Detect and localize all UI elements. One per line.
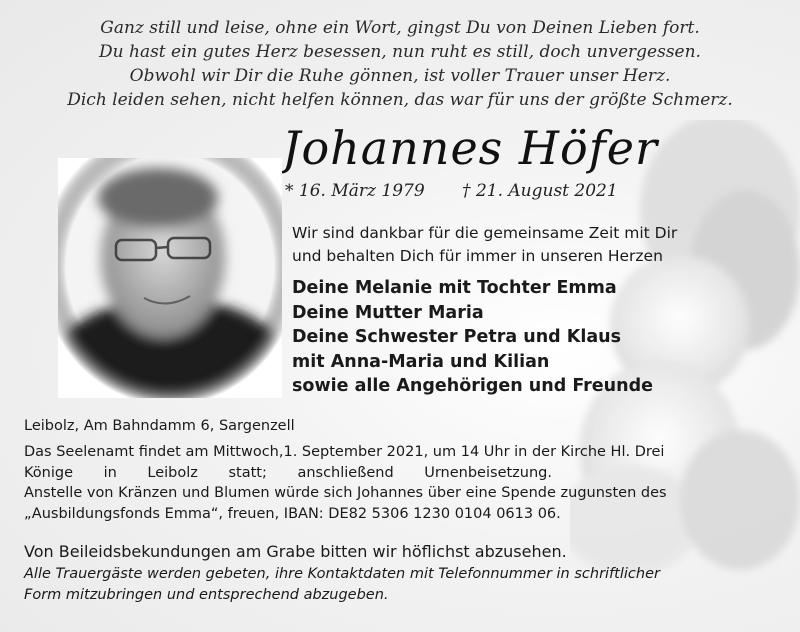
poem-line: Ganz still und leise, ohne ein Wort, gingst Du von Deinen Lieben fort. [100,18,700,38]
deceased-name: Johannes Höfer [282,121,658,175]
details-word: Könige [24,464,74,481]
notice-line: Form mitzubringen und entsprechend abzugeben. [24,587,389,603]
poem-line: Du hast ein gutes Herz besessen, nun ruht es still, doch unvergessen. [99,42,701,62]
mourner-line: Deine Melanie mit Tochter Emma [292,278,617,298]
service-details [24,442,776,524]
details-word: statt; [228,464,267,481]
details-word: Leibolz [147,464,198,481]
details-word: anschließend [297,464,394,481]
poem-line: Obwohl wir Dir die Ruhe gönnen, ist voller Trauer unser Herz. [129,66,671,86]
details-line: „Ausbildungsfonds Emma“, freuen, IBAN: DE82 5306 1230 0104 0613 06. [24,505,561,522]
birth-date: * 16. März 1979 [285,181,425,201]
poem-line: Dich leiden sehen, nicht helfen können, das war für uns der größte Schmerz. [67,90,733,110]
gratitude-line: und behalten Dich für immer in unseren Herzen [292,247,663,265]
life-dates [285,180,618,202]
gratitude-text [292,222,762,268]
details-line: Anstelle von Kränzen und Blumen würde sich Johannes über eine Spende zugunsten des [24,485,667,501]
details-line: Das Seelenamt findet am Mittwoch,1. September 2021, um 14 Uhr in der Kirche Hl. Drei [24,444,665,460]
details-line-justified [24,463,552,484]
mourner-line: mit Anna-Maria und Kilian [292,351,550,372]
death-date: † 21. August 2021 [462,181,618,201]
mourner-line: Deine Mutter Maria [292,302,484,323]
portrait-photo-icon [58,158,282,398]
mourners-list [292,276,772,399]
details-word: in [103,464,117,481]
contact-notice [24,564,776,606]
address: Leibolz, Am Bahndamm 6, Sargenzell [24,418,295,434]
details-word: Urnenbeisetzung. [424,464,552,481]
mourner-line: Deine Schwester Petra und Klaus [292,327,622,347]
poem [0,16,800,112]
gratitude-line: Wir sind dankbar für die gemeinsame Zeit mit Dir [292,224,678,242]
notice-line: Alle Trauergäste werden gebeten, ihre Kontaktdaten mit Telefonnummer in schriftlicher [24,566,660,582]
condolence-note: Von Beileidsbekundungen am Grabe bitten wir höflichst abzusehen. [24,542,567,561]
mourner-line: sowie alle Angehörigen und Freunde [292,376,653,396]
